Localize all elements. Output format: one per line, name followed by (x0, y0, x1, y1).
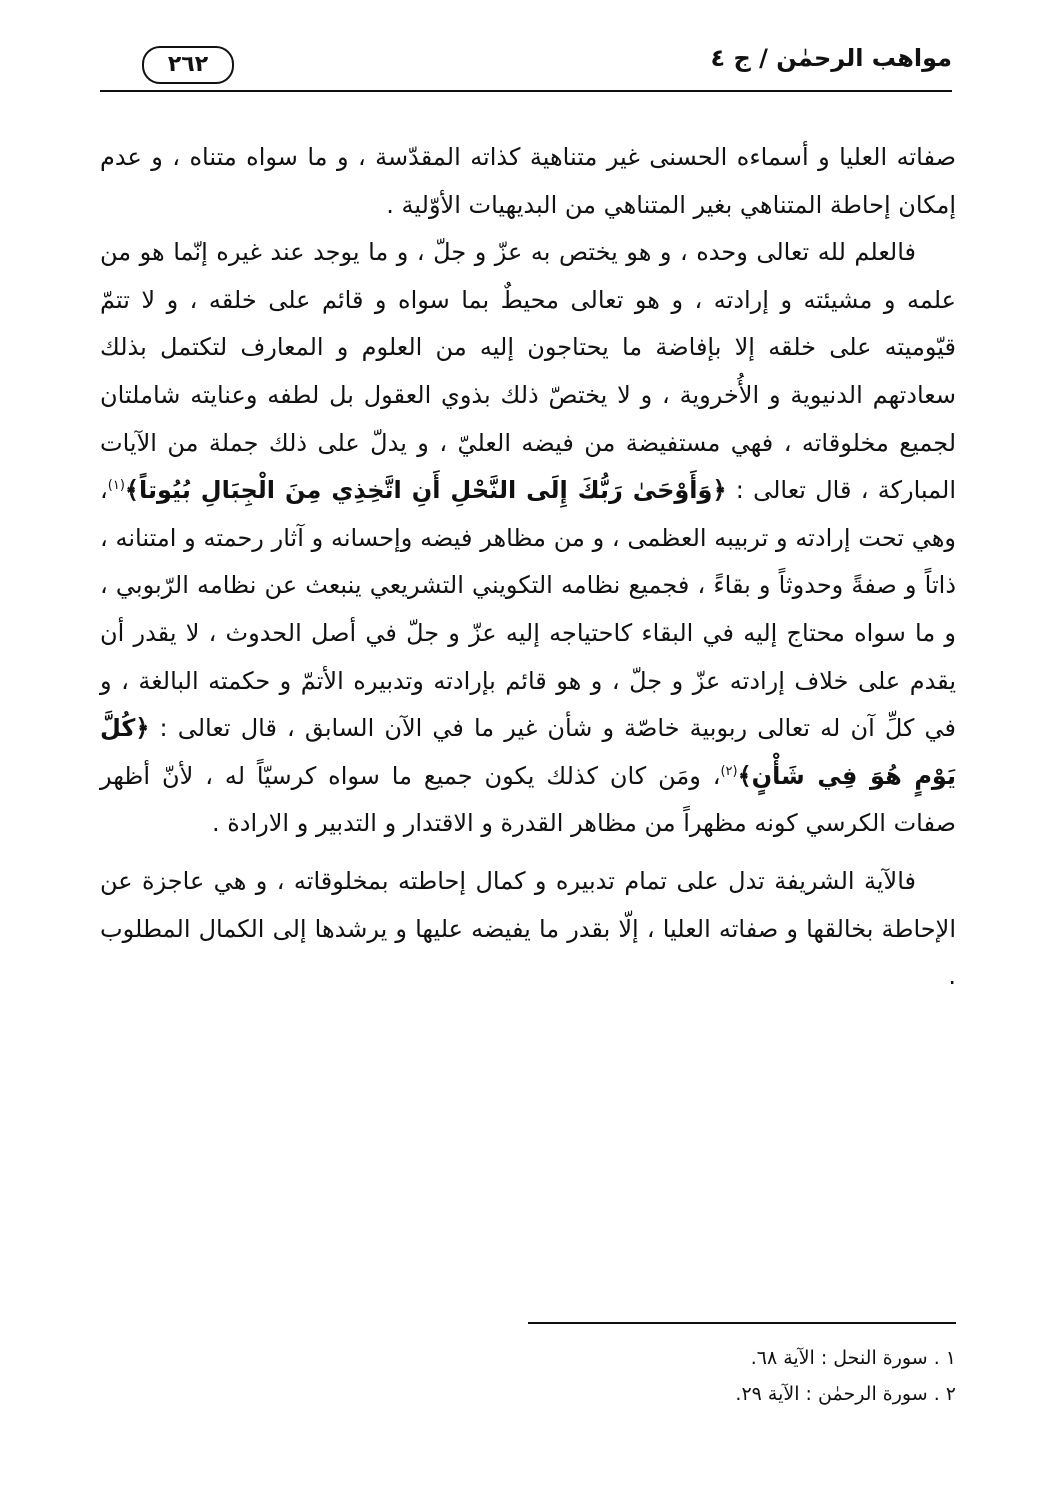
footnote-ref-1[interactable]: (١) (107, 478, 125, 494)
paragraph-1 (100, 134, 956, 229)
footnotes (528, 1340, 956, 1412)
page-number: ٢٦٢ (142, 46, 234, 84)
page-header (100, 44, 952, 88)
quran-verse-bees: ﴿وَأَوْحَىٰ رَبُّكَ إِلَى النَّحْلِ أَنِ اتَّخِذِي مِنَ الْجِبَالِ بُيُوتاً﴾ (124, 476, 727, 505)
quran-verse-every-day: ﴿كُلَّ يَوْمٍ هُوَ فِي شَأْنٍ﴾ (100, 714, 956, 790)
paragraph-2 (100, 229, 956, 848)
footnote-ref-2[interactable]: (٢) (720, 763, 738, 779)
paragraph-text: ، ومَن كان كذلك يكون جميع ما سواه كرسيّاً له ، لأنّ أظهر صفات الكرسي كونه مظهراً من مظاهر القدرة و الاقتدار و التدبير و الارادة . (100, 761, 956, 838)
paragraph-text: ، وهي تحت إرادته و تربيبه العظمى ، و من مظاهر فيضه وإحسانه و آثار رحمته و امتنانه ، ذاتاً و صفةً وحدوثاً و بقاءً ، فجميع نظامه التكويني التشريعي ينبعث عن نظامه الرّبوبي ، و ما سواه محتاج إليه في البقاء كاحتياجه إليه عزّ و جلّ في أصل الحدوث ، لا يقدر أن يقدم على خلاف إرادته عزّ و جلّ ، و هو قائم بإرادته وتدبيره الأتمّ و حكمته البالغة ، و في كلِّ آن له تعالى ربوبية خاصّة و شأن غير ما في الآن السابق ، قال تعالى : (100, 476, 956, 743)
paragraph-text: فالآية الشريفة تدل على تمام تدبيره و كمال إحاطته بمخلوقاته ، و هي عاجزة عن الإحاطة بخالقها و صفاته العليا ، إلّا بقدر ما يفيضه عليها و يرشدها إلى الكمال المطلوب . (100, 866, 956, 991)
paragraph-text: صفاته العليا و أسماءه الحسنى غير متناهية كذاته المقدّسة ، و ما سواه متناه ، و عدم إمكان إحاطة المتناهي بغير المتناهي من البديهيات الأوّلية . (100, 143, 956, 219)
body-text (100, 134, 956, 1001)
running-title: مواهب الرحمٰن / ج ٤ (710, 44, 952, 72)
footnote-divider (528, 1322, 956, 1324)
header-divider (100, 90, 952, 92)
footnote-2: ٢ . سورة الرحمٰن : الآية ٢٩. (735, 1383, 956, 1405)
footnote-1: ١ . سورة النحل : الآية ٦٨. (750, 1347, 956, 1369)
paragraph-3 (100, 858, 956, 1001)
paragraph-text: فالعلم لله تعالى وحده ، و هو يختص به عزّ و جلّ ، و ما يوجد عند غيره إنّما هو من علمه و مشيئته و إرادته ، و هو تعالى محيطٌ بما سواه و قائم على خلقه ، و لا تتمّ قيّوميته على خلقه إلا بإفاضة ما يحتاجون إليه من العلوم و المعارف لتكتمل بذلك سعادتهم الدنيوية و الأُخروية ، و لا يختصّ ذلك بذوي العقول بل لطفه وعنايته شاملتان لجميع مخلوقاته ، فهي مستفيضة من فيضه العليّ ، و يدلّ على ذلك جملة من الآيات المباركة ، قال تعالى : (100, 238, 956, 505)
